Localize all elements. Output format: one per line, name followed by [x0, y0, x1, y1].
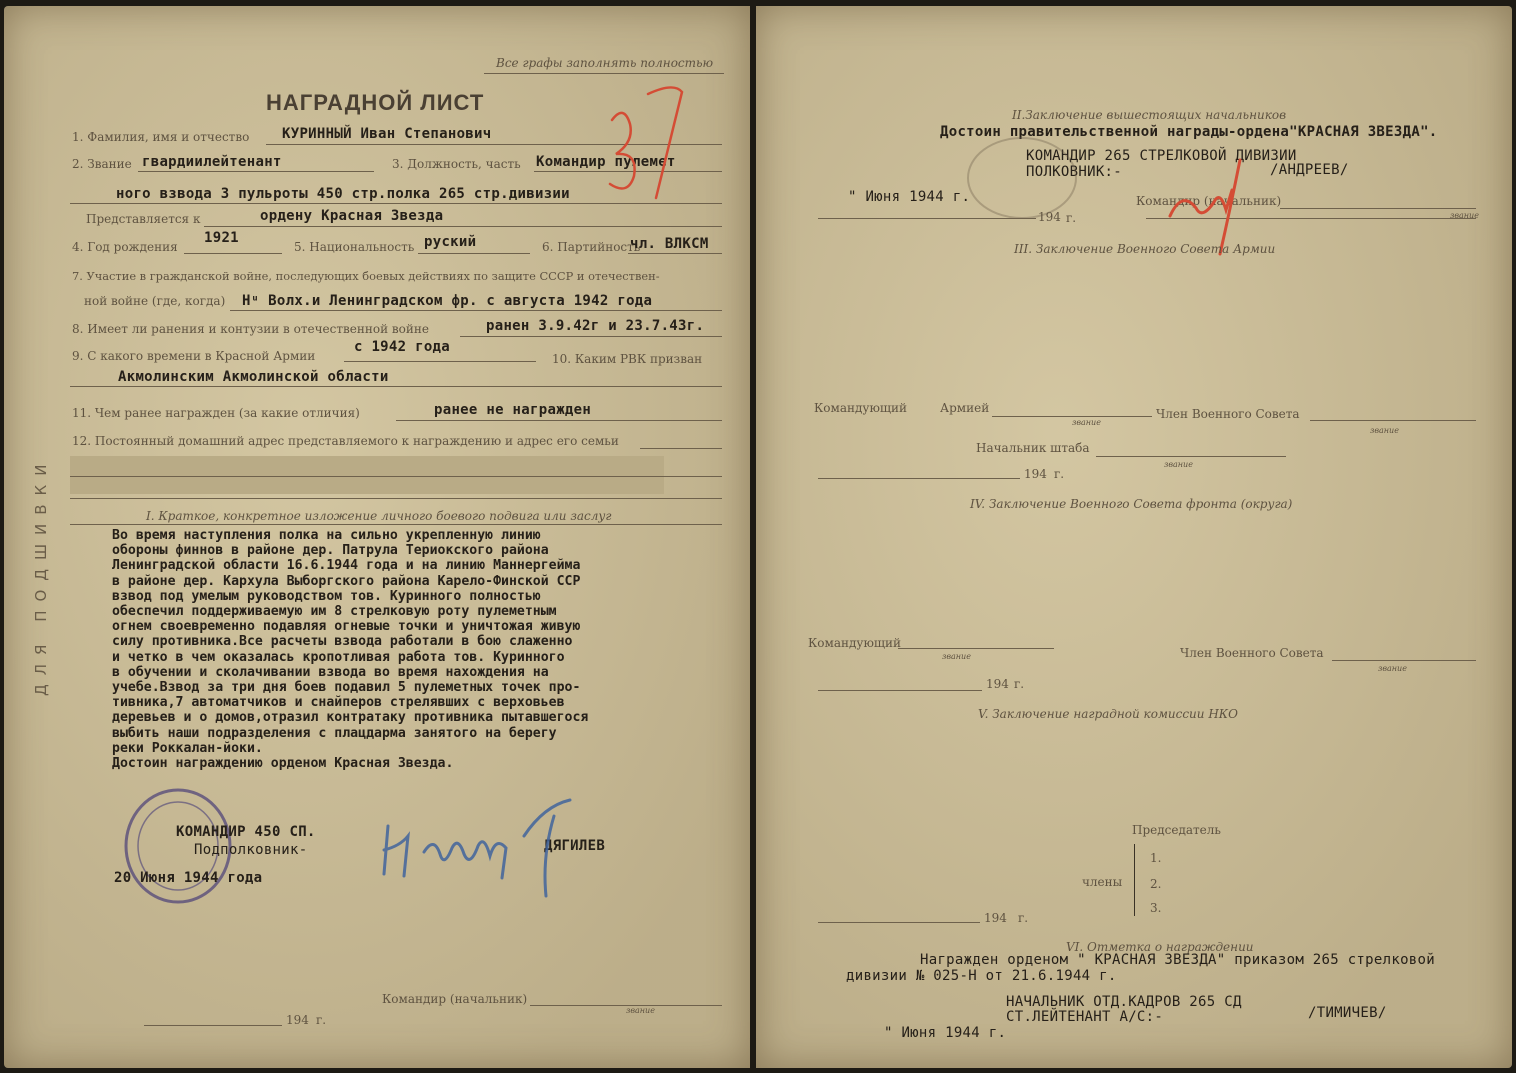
year-suffix-3: г.: [1054, 467, 1065, 481]
field-3-label: 3. Должность, часть: [392, 157, 521, 171]
zvanie-label-4: звание: [1370, 426, 1399, 435]
year-suffix-4: г.: [1014, 677, 1025, 691]
year-suffix: г.: [316, 1013, 327, 1027]
sheet-date: 20 Июня 1944 года: [114, 870, 263, 886]
personnel-chief-title: НАЧАЛЬНИК ОТД.КАДРОВ 265 СД: [1006, 994, 1242, 1010]
zvanie-label: звание: [626, 1006, 655, 1015]
award-date: " Июня 1944 г.: [884, 1025, 1007, 1041]
feat-line: учебе.Взвод за три дня боев подавил 5 пулеметных точек про-: [112, 680, 581, 696]
present-label: Представляется к: [86, 212, 201, 226]
feat-line: обеспечил поддерживаемую им 8 стрелковую роту пулеметным: [112, 604, 557, 620]
feat-description: [112, 528, 748, 771]
section-5-heading: V. Заключение наградной комиссии НКО: [978, 707, 1238, 721]
field-11-value: ранее не награжден: [434, 402, 592, 418]
feat-line: деревьев и о домов,отразил контратаку противника пытавшегося: [112, 710, 589, 726]
field-2-label: 2. Звание: [72, 157, 132, 171]
year-label-2: 194: [1038, 210, 1061, 224]
award-sheet-left-page: [4, 6, 750, 1068]
zvanie-label-3: звание: [1072, 418, 1101, 427]
zvanie-label-2: звание: [1450, 211, 1479, 220]
year-label-4: 194: [986, 677, 1009, 691]
feat-line: реки Роккалан-йоки.: [112, 740, 263, 756]
field-4-value: 1921: [204, 230, 239, 246]
field-1-label: 1. Фамилия, имя и отчество: [72, 130, 250, 144]
field-4-label: 4. Год рождения: [72, 240, 178, 254]
feat-line: Достоин награждению орденом Красная Звезда.: [112, 756, 454, 772]
army-label: Армией: [940, 401, 990, 415]
commander-name: ДЯГИЛЕВ: [544, 838, 606, 854]
binding-margin-label: ДЛЯ ПОДШИВКИ: [32, 455, 50, 696]
field-5-label: 5. Национальность: [294, 240, 415, 254]
field-3-value: Командир пулемет: [536, 154, 676, 170]
field-1-value: КУРИННЫЙ Иван Степанович: [282, 126, 492, 142]
division-date: " Июня 1944 г.: [848, 189, 971, 205]
red-number-icon: [604, 80, 714, 210]
members-label: члены: [1082, 875, 1123, 889]
field-9-value: с 1942 года: [354, 339, 451, 355]
personnel-chief-name: /ТИМИЧЕВ/: [1308, 1005, 1387, 1021]
division-name: /АНДРЕЕВ/: [1270, 162, 1349, 178]
feat-line: огнем своевременно подавляя огневые точки и уничтожая живую: [112, 619, 581, 635]
fill-note: Все графы заполнять полностью: [496, 56, 714, 70]
member-2: 2.: [1150, 877, 1162, 891]
section-1-heading: I. Краткое, конкретное изложение личного боевого подвига или заслуг: [146, 509, 612, 523]
year-suffix-5: г.: [1018, 911, 1029, 925]
zvanie-label-7: звание: [1378, 664, 1407, 673]
chairman-label: Председатель: [1132, 823, 1221, 837]
commander-label-2: Командир (начальник): [1136, 194, 1282, 208]
feat-line: выбить наши подразделения с плацдарма занятого на берегу: [112, 725, 557, 741]
field-10-value: Акмолинским Акмолинской области: [118, 369, 389, 385]
commander-label: Командир (начальник): [382, 992, 528, 1006]
field-9-label: 9. С какого времени в Красной Армии: [72, 349, 316, 363]
member-1: 1.: [1150, 851, 1162, 865]
field-11-label: 11. Чем ранее награжден (за какие отличия): [72, 406, 360, 420]
feat-line: Во время наступления полка на сильно укрепленную линию: [112, 528, 541, 543]
award-line-2: дивизии № 025-Н от 21.6.1944 г.: [846, 968, 1117, 984]
field-5-value: руский: [424, 234, 477, 250]
feat-line: в обучении и сколачивании взвода во время нахождения на: [112, 664, 549, 680]
field-6-label: 6. Партийность: [542, 240, 641, 254]
division-rank: ПОЛКОВНИК:-: [1026, 164, 1123, 180]
feat-line: Ленинградской области 16.6.1944 года и на линию Маннергейма: [112, 558, 581, 574]
member-label: Член Военного Совета: [1156, 407, 1300, 421]
field-10-label: 10. Каким РВК призван: [552, 352, 703, 366]
feat-line: обороны финнов в районе дер. Патрула Териокского района: [112, 543, 549, 559]
field-12-label: 12. Постоянный домашний адрес представляемого к награждению и адрес его семьи: [72, 434, 619, 448]
award-line-1: Награжден орденом " КРАСНАЯ ЗВЕЗДА" приказом 265 стрелковой: [920, 952, 1435, 968]
commander-title: КОМАНДИР 450 СП.: [176, 824, 316, 840]
section-4-heading: IV. Заключение Военного Совета фронта (округа): [970, 497, 1293, 511]
year-label-3: 194: [1024, 467, 1047, 481]
feat-line: и четко в чем оказалась кропотливая работа тов. Куринного: [112, 649, 565, 665]
award-sheet-right-page: [756, 6, 1512, 1068]
chief-of-staff-label: Начальник штаба: [976, 441, 1090, 455]
member-label-2: Член Военного Совета: [1180, 646, 1324, 660]
personnel-chief-rank: СТ.ЛЕЙТЕНАНТ А/С:-: [1006, 1009, 1164, 1025]
field-3-continued: ного взвода 3 пульроты 450 стр.полка 265 стр.дивизии: [116, 186, 570, 202]
feat-line: в районе дер. Кархула Выборгского района Карело-Финской ССР: [112, 573, 581, 589]
field-6-value: чл. ВЛКСМ: [630, 236, 709, 252]
zvanie-label-5: звание: [1164, 460, 1193, 469]
field-8-value: ранен 3.9.42г и 23.7.43г.: [486, 318, 705, 334]
stamp-icon: [962, 134, 1082, 224]
zvanie-label-6: звание: [942, 652, 971, 661]
commanding-label: Командующий: [814, 401, 908, 415]
commander-rank: Подполковник-: [194, 842, 308, 858]
year-label: 194: [286, 1013, 309, 1027]
field-7-value: Нᵘ Волх.и Ленинградском фр. с августа 1942 года: [242, 293, 653, 309]
division-commander: КОМАНДИР 265 СТРЕЛКОВОЙ ДИВИЗИИ: [1026, 148, 1297, 164]
signature-icon: [374, 796, 574, 906]
present-value: ордену Красная Звезда: [260, 208, 444, 224]
section-6-heading: VI. Отметка о награждении: [1066, 940, 1254, 954]
section-3-heading: III. Заключение Военного Совета Армии: [1014, 242, 1276, 256]
field-7-label: 7. Участие в гражданской войне, последующих боевых действиях по защите СССР и отечествен-: [72, 269, 660, 283]
year-suffix-2: г.: [1066, 211, 1077, 225]
year-label-5: 194: [984, 911, 1007, 925]
member-3: 3.: [1150, 901, 1162, 915]
feat-line: тивника,7 автоматчиков и снайперов стрелявших с верховьев: [112, 695, 565, 711]
document-title: НАГРАДНОЙ ЛИСТ: [266, 90, 485, 115]
field-2-value: гвардиилейтенант: [142, 154, 282, 170]
field-8-label: 8. Имеет ли ранения и контузии в отечественной войне: [72, 322, 429, 336]
commanding-label-2: Командующий: [808, 636, 902, 650]
feat-line: взвод под умелым руководством тов. Куринного полностью: [112, 588, 541, 604]
feat-line: силу противника.Все расчеты взвода работали в бою слаженно: [112, 634, 573, 650]
redacted-address: [70, 456, 664, 494]
section-2-heading: II.Заключение вышестоящих начальников: [1012, 108, 1287, 122]
section-2-text: Достоин правительственной награды-ордена"КРАСНАЯ ЗВЕЗДА".: [940, 124, 1438, 140]
field-7-label-2: ной войне (где, когда): [84, 294, 226, 308]
